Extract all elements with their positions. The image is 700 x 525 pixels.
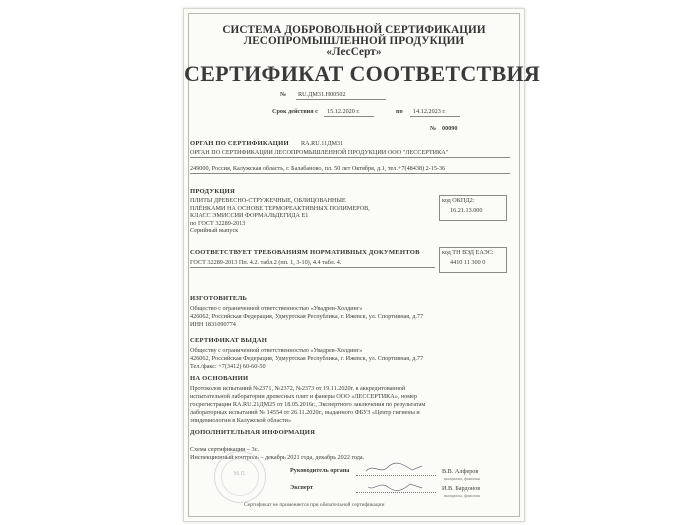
head-name-caption: инициалы, фамилия — [444, 476, 480, 481]
manufacturer-line: 426062, Российская Федерация, Удмуртская Республика, г. Ижевск, ул. Спортивная, д.77 — [190, 313, 424, 320]
basis-label: НА ОСНОВАНИИ — [190, 375, 249, 382]
issued-to-line: Обществу с ограниченной ответственностью «Увадрев-Холдинг» — [190, 347, 363, 354]
manufacturer-label: ИЗГОТОВИТЕЛЬ — [190, 295, 248, 302]
okpd-value: 16.21.13.000 — [450, 207, 483, 214]
additional-info-line: Схема сертификации – 3с. — [190, 446, 260, 453]
product-label: ПРОДУКЦИЯ — [190, 188, 235, 195]
manufacturer-line: ИНН 1831090774 — [190, 321, 236, 328]
certification-body-address: 249000, Россия, Калужская область, г. Балабаново, пл. 50 лет Октября, д.1, тел.+7(48438) 2-15-36 — [190, 165, 446, 172]
issued-to-label: СЕРТИФИКАТ ВЫДАН — [190, 337, 268, 344]
stamp-seal — [214, 451, 266, 503]
number-label: № — [280, 91, 287, 98]
validity-label: Срок действия с — [272, 108, 318, 115]
head-signature-label: Руководитель органа — [290, 467, 350, 474]
certificate-number: RU.ДМ31.Н00502 — [298, 91, 346, 98]
product-line: Серийный выпуск — [190, 227, 239, 234]
certificate-title: СЕРТИФИКАТ СООТВЕТСТВИЯ — [184, 61, 541, 86]
expert-name: И.В. Бардонов — [442, 485, 481, 492]
product-line: по ГОСТ 32289-2013 — [190, 219, 246, 227]
okpd-label: код ОКПД2: — [442, 197, 475, 204]
basis-line: лабораторных испытаний № 14554 от 26.11.2020г., выданного ФБУЗ «Центр гигиены и — [190, 409, 420, 416]
product-line: ПЛИТЫ ДРЕВЕСНО-СТРУЖЕЧНЫЕ, ОБЛИЦОВАННЫЕ — [190, 197, 346, 204]
serial-number: 00090 — [442, 125, 458, 132]
system-title-line1: СИСТЕМА ДОБРОВОЛЬНОЙ СЕРТИФИКАЦИИ — [222, 24, 486, 36]
serial-label: № — [430, 125, 437, 132]
product-line: ПЛЁНКАМИ НА ОСНОВЕ ТЕРМОРЕАКТИВНЫХ ПОЛИМЕРОВ, — [190, 204, 370, 212]
validity-to-label: по — [396, 108, 403, 115]
basis-line: эпидемиологии в Калужской области» — [190, 417, 292, 424]
manufacturer-line: Общество с ограниченной ответственностью «Увадрев-Холдинг» — [190, 305, 363, 312]
certification-body-label: ОРГАН ПО СЕРТИФИКАЦИИ — [190, 140, 289, 147]
basis-line: госрегистрации RA.RU.21ДМ25 от 18.05.2016г., Экспертного заключения по результатам — [190, 401, 426, 408]
seal-text: М.П. — [233, 471, 247, 477]
footer-note: Сертификат не применяется при обязательной сертификации — [244, 502, 385, 508]
additional-info-line: Инспекционный контроль – декабрь 2021 года, декабрь 2022 года. — [190, 454, 365, 461]
basis-line: Протоколов испытаний №2371, №2372, №2373 от 19.11.2020г. в аккредитованной — [190, 385, 406, 392]
basis-line: испытательной лаборатории древесных плит и фанеры ООО «ЛЕССЕРТИКА», номер — [190, 393, 417, 400]
product-line: КЛАСС ЭМИССИИ ФОРМАЛЬДЕГИДА Е1 — [190, 212, 309, 219]
expert-name-caption: инициалы, фамилия — [444, 493, 480, 498]
head-signature-mark — [364, 461, 424, 475]
valid-to: 14.12.2023 г. — [413, 108, 446, 115]
tnved-label: код ТН ВЭД ЕАЭС: — [442, 249, 494, 256]
tnved-value: 4410 11 300 0 — [450, 259, 486, 266]
additional-info-label: ДОПОЛНИТЕЛЬНАЯ ИНФОРМАЦИЯ — [190, 429, 316, 436]
certification-body-name: ОРГАН ПО СЕРТИФИКАЦИИ ЛЕСОПРОМЫШЛЕННОЙ ПРОДУКЦИИ ООО "ЛЕССЕРТИКА" — [190, 149, 449, 156]
expert-signature-mark — [366, 479, 426, 493]
head-name: В.В. Алферов — [442, 468, 479, 475]
expert-signature-label: Эксперт — [290, 484, 314, 491]
certification-body-code: RA.RU.11ДМ31 — [301, 140, 344, 147]
issued-to-line: 426062, Российская Федерация, Удмуртская Республика, г. Ижевск, ул. Спортивная, д.77 — [190, 355, 424, 362]
system-title-line2: ЛЕСОПРОМЫШЛЕННОЙ ПРОДУКЦИИ — [243, 35, 465, 47]
compliance-text: ГОСТ 32289-2013 Пп. 4.2. табл.2 (пп. 1, 3-10), 4.4 табл. 4. — [190, 259, 342, 266]
compliance-label: СООТВЕТСТВУЕТ ТРЕБОВАНИЯМ НОРМАТИВНЫХ ДОКУМЕНТОВ — [190, 249, 420, 256]
certificate-document — [183, 8, 541, 522]
issued-to-line: Тел./факс: +7(3412) 60-60-50 — [190, 363, 266, 370]
valid-from: 15.12.2020 г. — [327, 108, 360, 115]
system-title-line3: «ЛесСерт» — [326, 46, 382, 58]
